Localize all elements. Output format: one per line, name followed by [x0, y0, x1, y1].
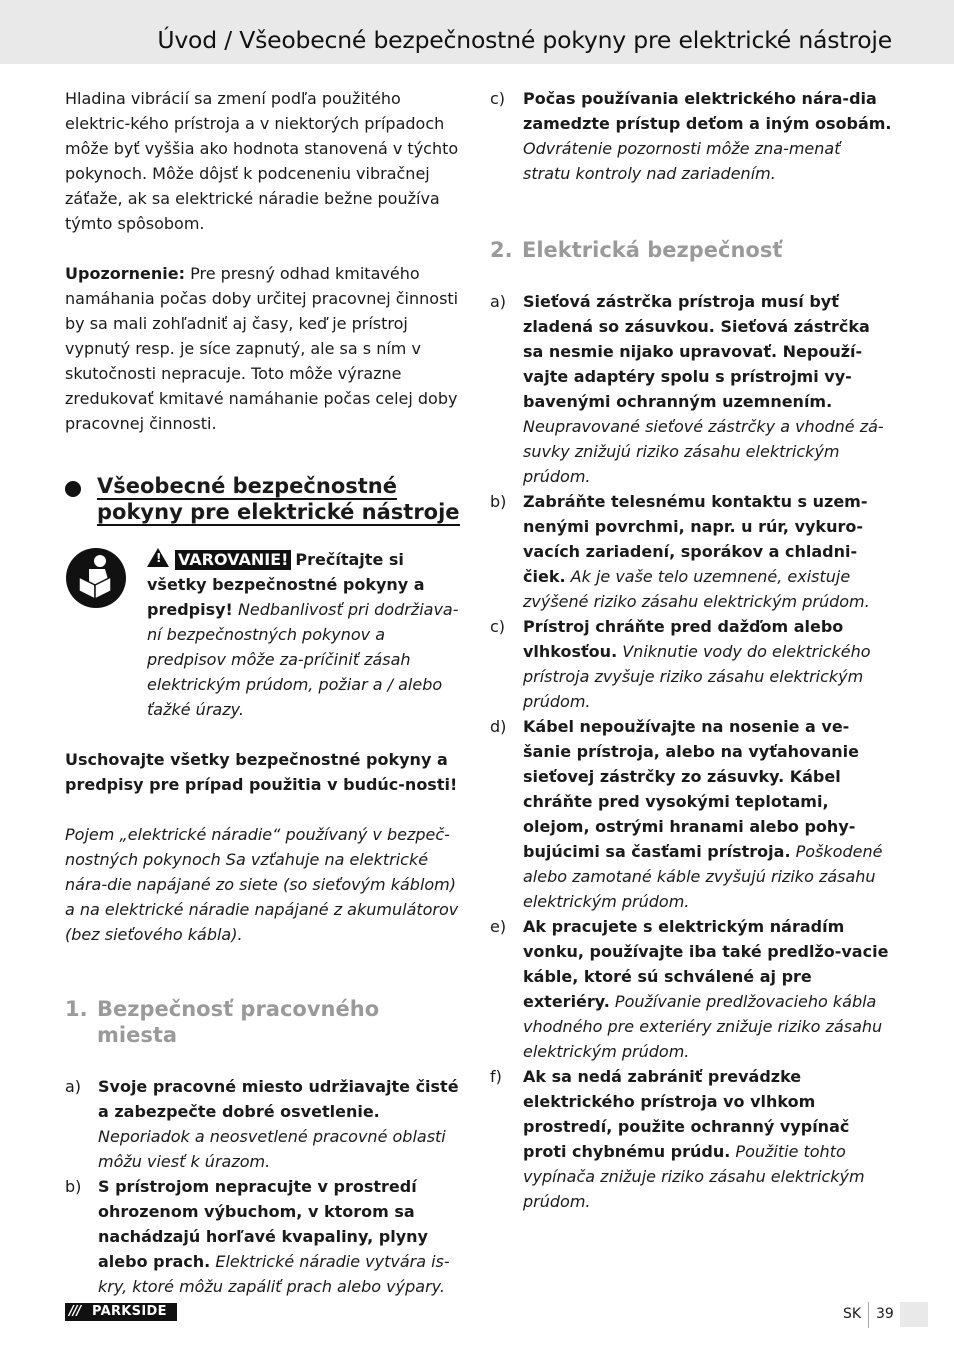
list-item: d) Kábel nepoužívajte na nosenie a ve-šanie prístroja, alebo na vyťahovanie sieťovej zástrčky zo zásuvky. Kábel chráňte pred vysokými teplotami, olejom, ostrými hranami alebo pohy-bujúcimi sa časťami prístroja. Poškodené alebo zamotané káble zvyšujú riziko zásahu elektrickým prúdom. [490, 717, 883, 911]
list-item: c) Prístroj chráňte pred dažďom alebo vlhkosťou. Vniknutie vody do elektrického prístroja zvyšuje riziko zásahu elektrickým prúdom. [490, 617, 871, 711]
language-code: SK [843, 1306, 862, 1322]
page-tab-marker [900, 1302, 928, 1327]
list-item: e) Ak pracujete s elektrickým náradím vonku, používajte iba také predlžo-vacie káble, ktoré sú schválené aj pre exteriéry. Používanie predlžovacieho kábla vhodného pre exteriéry znižuje riziko zásahu elektrickým prúdom. [490, 917, 889, 1061]
note-text: Pre presný odhad kmitavého namáhania počas doby určitej pracovnej činnosti by sa mali zohľadniť aj časy, keď je prístroj vypnutý resp. je síce zapnutý, ale sa s ním v skutočnosti nepracuje. Toto môže výrazne zredukovať kmitavé namáhanie počas celej doby pracovnej činnosti. [65, 264, 459, 433]
list-item: c) Počas používania elektrického nára-dia zamedzte prístup deťom a iným osobám. Odvrátenie pozornosti môže zna-menať stratu kontroly nad zariadením. [490, 89, 892, 183]
section-1-title: Bezpečnosť pracovného miesta [97, 997, 380, 1047]
bullet-icon [65, 481, 81, 497]
section-2-number: 2. [490, 238, 513, 262]
section-2-heading [490, 237, 892, 263]
read-manual-icon [65, 547, 127, 609]
keep-instructions: Uschovajte všetky bezpečnostné pokyny a predpisy pre prípad použitia v budúc-nosti! [65, 750, 458, 794]
page-title: Úvod / Všeobecné bezpečnostné pokyny pre elektrické nástroje [157, 26, 892, 54]
brand-logo: /// PARKSIDE [65, 1303, 177, 1321]
warning-block [65, 547, 465, 722]
warning-triangle-icon: ! [147, 548, 169, 567]
header-bar [0, 0, 954, 64]
section-2-title: Elektrická bezpečnosť [522, 238, 783, 262]
list-item: b) Zabráňte telesnému kontaktu s uzem-nenými povrchmi, napr. u rúr, vykuro-vacích zariadení, sporákov a chladni-čiek. Ak je vaše telo uzemnené, existuje zvýšené riziko zásahu elektrickým prúdom. [490, 492, 870, 611]
section-1-number: 1. [65, 997, 88, 1021]
footer-divider [868, 1302, 869, 1328]
left-column [65, 86, 465, 1299]
warning-bold: Prečítajte si všetky bezpečnostné pokyny a predpisy! [147, 550, 425, 619]
list-item: b) S prístrojom nepracujte v prostredí ohrozenom výbuchom, v ktorom sa nachádzajú horľavé kvapaliny, plyny alebo prach. Elektrické náradie vytvára is-kry, ktoré môžu zapáliť prach alebo výpary. [65, 1177, 450, 1296]
warning-label: VAROVANIE! [175, 550, 291, 570]
page-number: 39 [876, 1306, 894, 1322]
note-label: Upozornenie: [65, 264, 185, 283]
list-item: a) Svoje pracovné miesto udržiavajte čisté a zabezpečte dobré osvetlenie. Neporiadok a neosvetlené pracovné oblasti môžu viesť k úrazom. [65, 1077, 459, 1171]
vibration-paragraph: Hladina vibrácií sa zmení podľa použitého elektric-kého prístroja a v niektorých prípadoch môže byť vyššia ako hodnota stanovená v týchto pokynoch. Môže dôjsť k podceneniu vibračnej záťaže, ak sa elektrické náradie bežne používa týmto spôsobom. [65, 89, 459, 233]
note-paragraph [65, 261, 465, 436]
term-definition: Pojem „elektrické náradie“ používaný v bezpeč-nostných pokynoch Sa vzťahuje na elektrické nára-die napájané zo siete (so sieťovým káblom) a na elektrické náradie napájané z akumulátorov (bez sieťového kábla). [65, 825, 459, 944]
section-heading-text: Všeobecné bezpečnostné pokyny pre elektrické nástroje [97, 474, 460, 524]
list-item: f) Ak sa nedá zabrániť prevádzke elektrického prístroja vo vlhkom prostredí, použite ochranný vypínač proti chybnému prúdu. Použitie tohto vypínača znižuje riziko zásahu elektrickým prúdom. [490, 1067, 865, 1211]
right-column [490, 86, 892, 1214]
warning-italic: Nedbanlivosť pri dodržiava-ní bezpečnostných pokynov a predpisov môže za-príčiniť zásah elektrickým prúdom, požiar a / alebo ťažké úrazy. [147, 600, 459, 719]
list-item: a) Sieťová zástrčka prístroja musí byť zladená so zásuvkou. Sieťová zástrčka sa nesmie nijako upravovať. Nepouží-vajte adaptéry spolu s prístrojmi vy-bavenými ochranným uzemnením. Neupravované sieťové zástrčky a vhodné zá-suvky znižujú riziko zásahu elektrickým prúdom. [490, 292, 884, 486]
section-1-heading [65, 996, 465, 1048]
section-heading [65, 473, 465, 525]
